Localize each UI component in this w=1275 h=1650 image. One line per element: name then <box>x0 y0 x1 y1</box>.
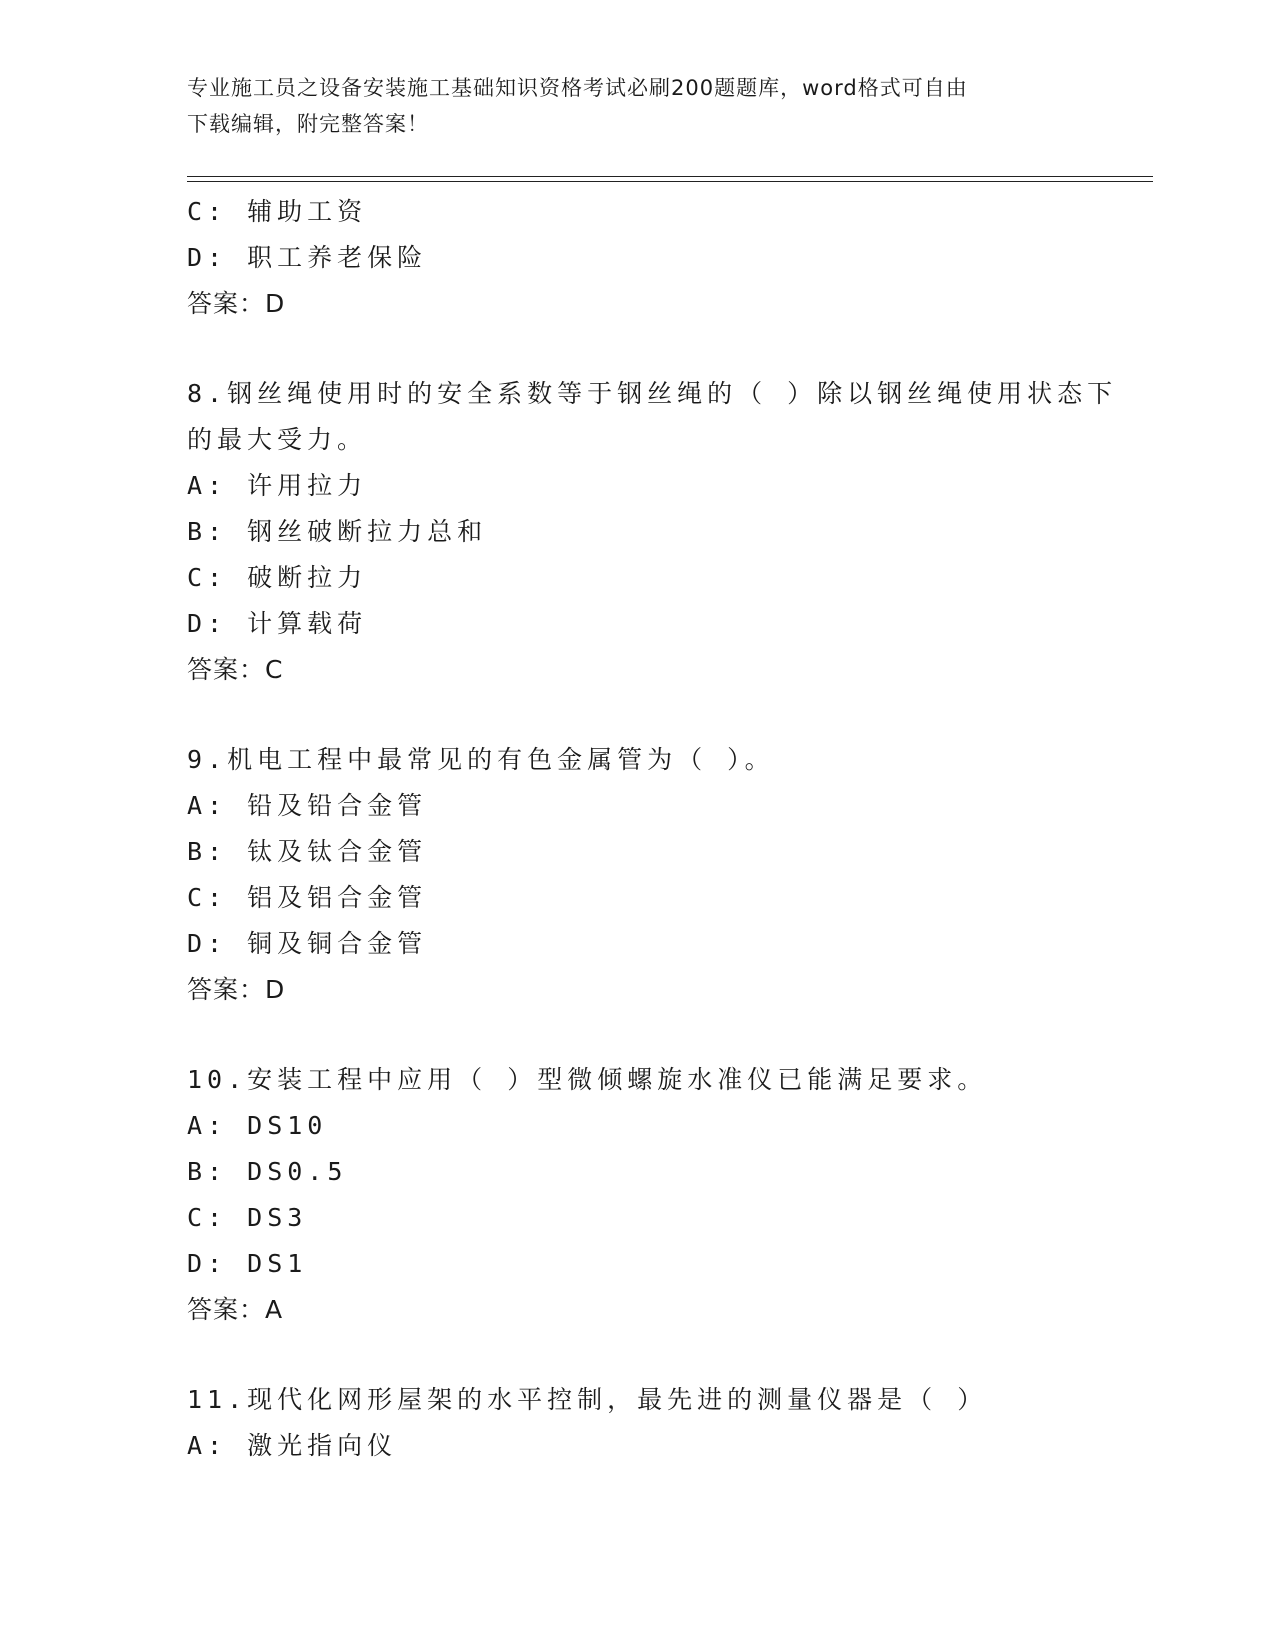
question-content <box>187 189 1118 1469</box>
option-c: C: DS3 <box>187 1203 308 1232</box>
answer-line: 答案：D <box>187 975 286 1004</box>
question-7-continued <box>187 189 1087 327</box>
option-a: A: 许用拉力 <box>187 471 368 500</box>
option-c: C: 辅助工资 <box>187 197 368 226</box>
question-spacer <box>187 1333 1087 1377</box>
option-d: D: 职工养老保险 <box>187 243 428 272</box>
option-d: D: DS1 <box>187 1249 308 1278</box>
question-stem: 8.钢丝绳使用时的安全系数等于钢丝绳的（ ）除以钢丝绳使用状态下 <box>187 379 1118 408</box>
header-double-rule <box>187 176 1153 182</box>
question-8 <box>187 371 1118 693</box>
question-11 <box>187 1377 1087 1469</box>
option-d: D: 铜及铜合金管 <box>187 929 428 958</box>
option-b: B: DS0.5 <box>187 1157 348 1186</box>
option-a: A: 铅及铅合金管 <box>187 791 428 820</box>
answer-line: 答案：C <box>187 655 284 684</box>
question-spacer <box>187 1013 1087 1057</box>
option-d: D: 计算载荷 <box>187 609 368 638</box>
question-10 <box>187 1057 1087 1333</box>
option-b: B: 钛及钛合金管 <box>187 837 428 866</box>
answer-line: 答案：A <box>187 1295 284 1324</box>
question-stem-continued: 的最大受力。 <box>187 425 368 454</box>
answer-line: 答案：D <box>187 289 286 318</box>
question-9 <box>187 737 1087 1013</box>
question-spacer <box>187 693 1087 737</box>
option-c: C: 铝及铝合金管 <box>187 883 428 912</box>
question-stem: 10.安装工程中应用（ ）型微倾螺旋水准仪已能满足要求。 <box>187 1065 988 1094</box>
option-b: B: 钢丝破断拉力总和 <box>187 517 488 546</box>
option-a: A: 激光指向仪 <box>187 1431 398 1460</box>
question-spacer <box>187 327 1087 371</box>
question-stem: 9.机电工程中最常见的有色金属管为（ ）。 <box>187 745 775 774</box>
question-stem: 11.现代化网形屋架的水平控制，最先进的测量仪器是（ ） <box>187 1385 988 1414</box>
option-a: A: DS10 <box>187 1111 328 1140</box>
document-header <box>187 70 1087 142</box>
option-c: C: 破断拉力 <box>187 563 368 592</box>
header-line-1: 专业施工员之设备安装施工基础知识资格考试必刷200题题库，word格式可自由 <box>187 76 968 100</box>
header-line-2: 下载编辑，附完整答案！ <box>187 112 429 136</box>
